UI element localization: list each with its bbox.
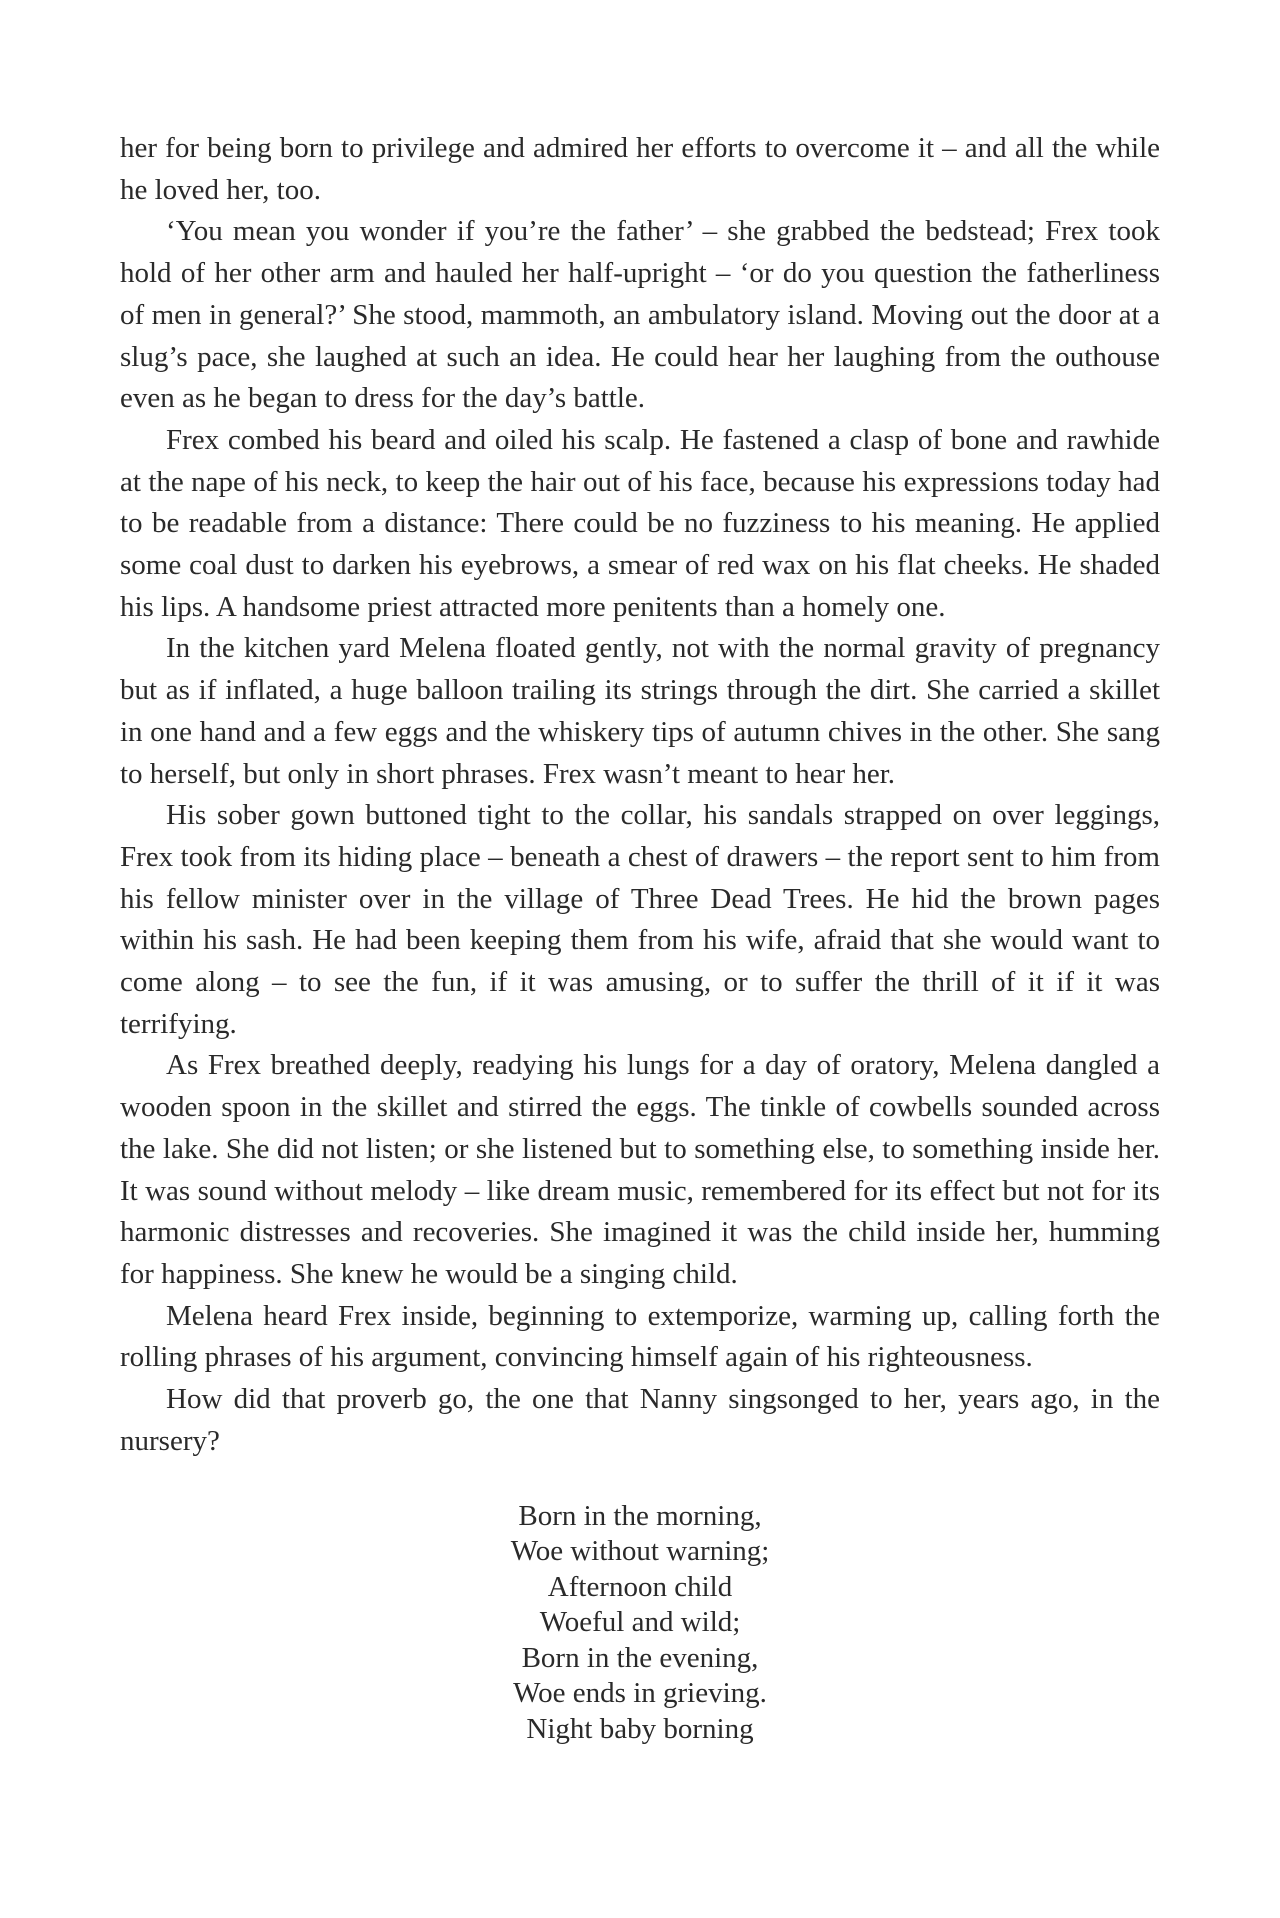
paragraph: Frex combed his beard and oiled his scalp. He fastened a clasp of bone and rawhide at the nape of his neck, to keep the hair out of his face, because his expressions today had to be readable from a distance: There could be no fuzziness to his meaning. He applied some coal dust to darken his eyebrows, a smear of red wax on his flat cheeks. He shaded his lips. A handsome priest attracted more penitents than a homely one. xyxy=(120,423,1160,623)
verse-line: Born in the evening, xyxy=(521,1641,759,1674)
paragraph: How did that proverb go, the one that Nanny singsonged to her, years ago, in the nursery? xyxy=(120,1383,1160,1457)
paragraph: As Frex breathed deeply, readying his lungs for a day of oratory, Melena dangled a wooden spoon in the skillet and stirred the eggs. The tinkle of cowbells sounded across the lake. She did not listen; or she listened but to something else, to something inside her. It was sound without melody – like dream music, remembered for its effect but not for its harmonic distresses and recoveries. She imagined it was the child inside her, humming for happiness. She knew he would be a singing child. xyxy=(120,1049,1160,1290)
paragraph: In the kitchen yard Melena floated gently, not with the normal gravity of pregnancy but as if inflated, a huge balloon trailing its strings through the dirt. She carried a skillet in one hand and a few eggs and the whiskery tips of autumn chives in the other. She sang to herself, but only in short phrases. Frex wasn’t meant to hear her. xyxy=(120,632,1160,790)
paragraph: Melena heard Frex inside, beginning to extemporize, warming up, calling forth the rolling phrases of his argument, convincing himself again of his righteousness. xyxy=(120,1299,1160,1374)
verse-line: Woe ends in grieving. xyxy=(513,1677,767,1709)
verse-line: Born in the morning, xyxy=(518,1499,762,1532)
book-page xyxy=(120,128,1160,1747)
verse-line: Afternoon child xyxy=(547,1570,733,1603)
verse-line: Night baby borning xyxy=(526,1712,754,1745)
paragraph-continued: her for being born to privilege and admired her efforts to overcome it – and all the while he loved her, too. xyxy=(120,132,1160,206)
proverb-verse xyxy=(120,1499,1160,1748)
paragraph: His sober gown buttoned tight to the collar, his sandals strapped on over leggings, Frex took from its hiding place – beneath a chest of drawers – the report sent to him from his fellow minister over in the village of Three Dead Trees. He hid the brown pages within his sash. He had been keeping them from his wife, afraid that she would want to come along – to see the fun, if it was amusing, or to suffer the thrill of it if it was terrifying. xyxy=(120,799,1160,1040)
verse-line: Woe without warning; xyxy=(510,1535,770,1567)
paragraph: ‘You mean you wonder if you’re the father’ – she grabbed the bedstead; Frex took hold of her other arm and hauled her half-upright – ‘or do you question the fatherliness of men in general?’ She stood, mammoth, an ambulatory island. Moving out the door at a slug’s pace, she laughed at such an idea. He could hear her laughing from the outhouse even as he began to dress for the day’s battle. xyxy=(120,215,1160,415)
verse-line: Woeful and wild; xyxy=(539,1606,741,1638)
